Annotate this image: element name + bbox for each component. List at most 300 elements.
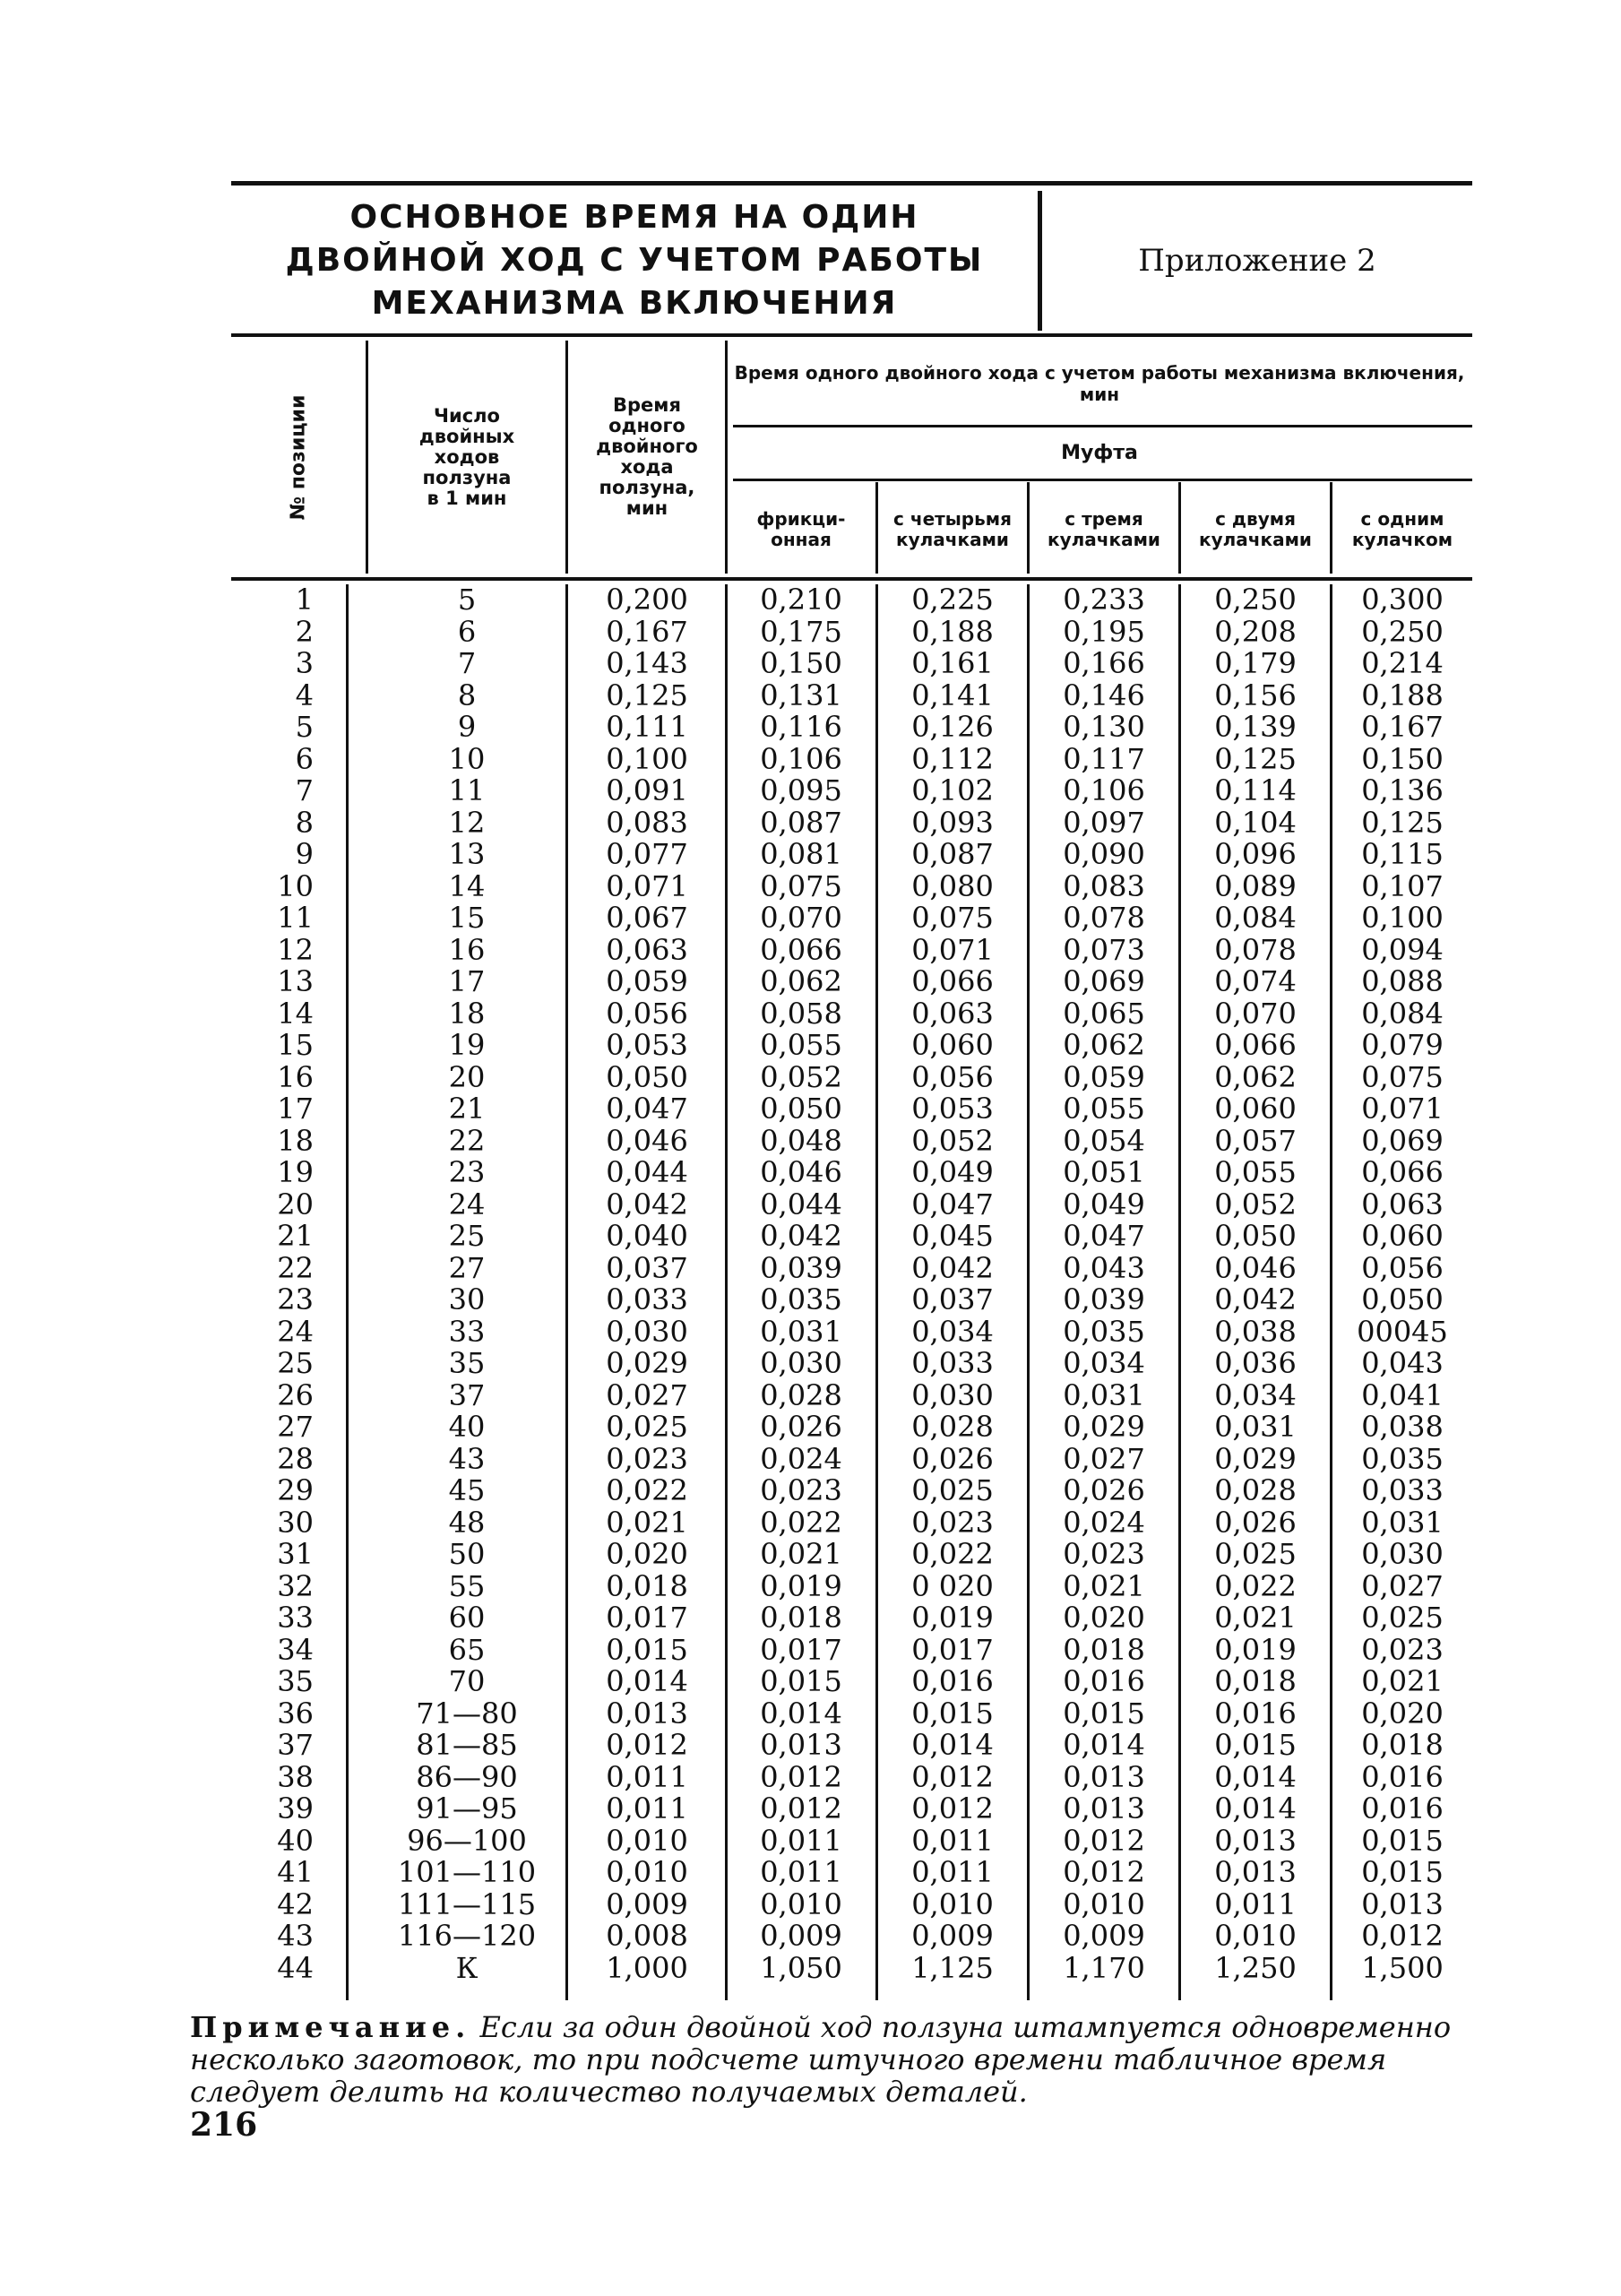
cell-strokes-per-min: 19: [448, 1028, 486, 1062]
cell-four-cams: 0,011: [911, 1823, 994, 1858]
cell-three-cams: 0,020: [1063, 1601, 1145, 1635]
cell-friction: 0,087: [760, 805, 842, 840]
cell-four-cams: 0,009: [911, 1919, 994, 1953]
cell-strokes-per-min: 35: [448, 1346, 486, 1380]
cell-one-cam: 0,038: [1361, 1410, 1444, 1444]
cell-stroke-time: 0,014: [606, 1664, 688, 1698]
cell-stroke-time: 0,077: [606, 837, 688, 871]
cell-three-cams: 0,062: [1063, 1028, 1145, 1062]
cell-two-cams: 0,050: [1214, 1219, 1297, 1253]
cell-four-cams: 0,010: [911, 1886, 994, 1921]
cell-friction: 0,044: [760, 1187, 842, 1221]
column-divider: [346, 584, 349, 2000]
cell-friction: 0,042: [760, 1219, 842, 1253]
cell-position: 31: [277, 1537, 314, 1571]
cell-four-cams: 0,033: [911, 1346, 994, 1380]
cell-three-cams: 0,021: [1063, 1568, 1145, 1603]
cell-three-cams: 0,130: [1063, 710, 1145, 744]
cell-friction: 0,039: [760, 1250, 842, 1285]
cell-three-cams: 0,051: [1063, 1155, 1145, 1189]
cell-friction: 0,009: [760, 1919, 842, 1953]
cell-one-cam: 0,015: [1361, 1823, 1444, 1858]
cell-two-cams: 0,016: [1214, 1696, 1297, 1731]
cell-stroke-time: 0,011: [606, 1791, 688, 1826]
cell-one-cam: 0,079: [1361, 1028, 1444, 1062]
cell-strokes-per-min: 91—95: [416, 1791, 518, 1826]
cell-four-cams: 0,037: [911, 1282, 994, 1316]
cell-stroke-time: 0,042: [606, 1187, 688, 1221]
cell-stroke-time: 0,009: [606, 1886, 688, 1921]
cell-friction: 0,017: [760, 1632, 842, 1667]
cell-strokes-per-min: 111—115: [397, 1886, 537, 1921]
cell-four-cams: 0,012: [911, 1759, 994, 1794]
header-rule: [733, 479, 1472, 481]
cell-position: 12: [277, 932, 314, 967]
cell-two-cams: 0,019: [1214, 1632, 1297, 1667]
header-two-cams: с двумя кулачками: [1199, 508, 1312, 550]
cell-position: 14: [277, 996, 314, 1031]
cell-two-cams: 0,125: [1214, 741, 1297, 776]
cell-one-cam: 0,125: [1361, 805, 1444, 840]
cell-one-cam: 0,150: [1361, 741, 1444, 776]
header-strokes-per-min: Число двойных ходов ползуна в 1 мин: [418, 404, 515, 509]
cell-position: 28: [277, 1441, 314, 1476]
cell-friction: 0,030: [760, 1346, 842, 1380]
column-stroke-time: [568, 584, 726, 1984]
cell-one-cam: 0,167: [1361, 710, 1444, 744]
cell-three-cams: 0,039: [1063, 1282, 1145, 1316]
cell-friction: 0,011: [760, 1823, 842, 1858]
cell-four-cams: 0,023: [911, 1505, 994, 1540]
cell-three-cams: 0,195: [1063, 614, 1145, 649]
cell-one-cam: 0,088: [1361, 964, 1444, 998]
cell-four-cams: 0,112: [911, 741, 994, 776]
cell-four-cams: 0,063: [911, 996, 994, 1031]
cell-four-cams: 1,125: [911, 1950, 994, 1985]
cell-strokes-per-min: 40: [448, 1410, 486, 1444]
cell-one-cam: 0,031: [1361, 1505, 1444, 1540]
cell-strokes-per-min: 50: [448, 1537, 486, 1571]
cell-strokes-per-min: 12: [448, 805, 486, 840]
cell-friction: 0,011: [760, 1855, 842, 1889]
cell-position: 9: [295, 837, 314, 871]
cell-three-cams: 0,015: [1063, 1696, 1145, 1731]
cell-strokes-per-min: К: [455, 1950, 479, 1985]
cell-friction: 0,062: [760, 964, 842, 998]
appendix-label: Приложение 2: [1138, 243, 1376, 279]
cell-position: 23: [277, 1282, 314, 1316]
cell-two-cams: 0,078: [1214, 932, 1297, 967]
cell-stroke-time: 0,059: [606, 964, 688, 998]
cell-position: 19: [277, 1155, 314, 1189]
cell-friction: 0,106: [760, 741, 842, 776]
cell-strokes-per-min: 9: [457, 710, 477, 744]
cell-one-cam: 0,041: [1361, 1377, 1444, 1412]
cell-three-cams: 0,065: [1063, 996, 1145, 1031]
cell-two-cams: 1,250: [1214, 1950, 1297, 1985]
cell-two-cams: 0,052: [1214, 1187, 1297, 1221]
cell-stroke-time: 1,000: [606, 1950, 688, 1985]
cell-friction: 0,058: [760, 996, 842, 1031]
cell-three-cams: 0,049: [1063, 1187, 1145, 1221]
cell-friction: 0,081: [760, 837, 842, 871]
cell-friction: 0,210: [760, 583, 842, 617]
cell-position: 1: [295, 583, 314, 617]
cell-four-cams: 0,025: [911, 1473, 994, 1507]
cell-three-cams: 0,069: [1063, 964, 1145, 998]
cell-four-cams: 0,028: [911, 1410, 994, 1444]
cell-stroke-time: 0,056: [606, 996, 688, 1031]
cell-strokes-per-min: 17: [448, 964, 486, 998]
cell-stroke-time: 0,125: [606, 678, 688, 712]
cell-three-cams: 0,106: [1063, 773, 1145, 807]
cell-position: 15: [277, 1028, 314, 1062]
cell-three-cams: 0,018: [1063, 1632, 1145, 1667]
cell-friction: 0,095: [760, 773, 842, 807]
cell-one-cam: 0,069: [1361, 1123, 1444, 1158]
cell-strokes-per-min: 55: [448, 1568, 486, 1603]
cell-one-cam: 00045: [1357, 1314, 1448, 1349]
cell-strokes-per-min: 37: [448, 1377, 486, 1412]
cell-three-cams: 0,024: [1063, 1505, 1145, 1540]
cell-stroke-time: 0,040: [606, 1219, 688, 1253]
cell-strokes-per-min: 48: [448, 1505, 486, 1540]
cell-three-cams: 0,146: [1063, 678, 1145, 712]
cell-position: 22: [277, 1250, 314, 1285]
cell-one-cam: 0,016: [1361, 1791, 1444, 1826]
cell-friction: 0,021: [760, 1537, 842, 1571]
cell-stroke-time: 0,167: [606, 614, 688, 649]
cell-one-cam: 0,100: [1361, 901, 1444, 935]
cell-four-cams: 0,161: [911, 646, 994, 680]
cell-four-cams: 0,071: [911, 932, 994, 967]
cell-friction: 0,052: [760, 1059, 842, 1094]
cell-friction: 0,022: [760, 1505, 842, 1540]
column-three-cams: [1030, 584, 1178, 1984]
cell-one-cam: 0,094: [1361, 932, 1444, 967]
cell-two-cams: 0,015: [1214, 1728, 1297, 1762]
cell-two-cams: 0,156: [1214, 678, 1297, 712]
cell-four-cams: 0,011: [911, 1855, 994, 1889]
cell-two-cams: 0,070: [1214, 996, 1297, 1031]
cell-position: 7: [295, 773, 314, 807]
cell-one-cam: 0,050: [1361, 1282, 1444, 1316]
cell-stroke-time: 0,047: [606, 1092, 688, 1126]
note-heading: Примечание.: [190, 2010, 471, 2044]
cell-stroke-time: 0,010: [606, 1823, 688, 1858]
cell-four-cams: 0,049: [911, 1155, 994, 1189]
column-friction: [727, 584, 875, 1984]
cell-stroke-time: 0,063: [606, 932, 688, 967]
table-header: [231, 333, 1472, 581]
cell-two-cams: 0,096: [1214, 837, 1297, 871]
cell-four-cams: 0,042: [911, 1250, 994, 1285]
cell-one-cam: 0,012: [1361, 1919, 1444, 1953]
cell-one-cam: 0,075: [1361, 1059, 1444, 1094]
cell-stroke-time: 0,037: [606, 1250, 688, 1285]
cell-stroke-time: 0,091: [606, 773, 688, 807]
cell-four-cams: 0,080: [911, 868, 994, 903]
cell-four-cams: 0,056: [911, 1059, 994, 1094]
cell-stroke-time: 0,044: [606, 1155, 688, 1189]
cell-position: 27: [277, 1410, 314, 1444]
cell-two-cams: 0,026: [1214, 1505, 1297, 1540]
cell-two-cams: 0,031: [1214, 1410, 1297, 1444]
cell-friction: 0,028: [760, 1377, 842, 1412]
header-clutch: Муфта: [1061, 441, 1138, 464]
cell-four-cams: 0,060: [911, 1028, 994, 1062]
table-title: [231, 198, 1038, 324]
cell-four-cams: 0,017: [911, 1632, 994, 1667]
cell-friction: 0,066: [760, 932, 842, 967]
cell-three-cams: 0,097: [1063, 805, 1145, 840]
header-four-cams: с четырьмя кулачками: [893, 508, 1012, 550]
cell-strokes-per-min: 86—90: [416, 1759, 518, 1794]
column-four-cams: [878, 584, 1027, 1984]
cell-strokes-per-min: 21: [448, 1092, 486, 1126]
cell-one-cam: 0,023: [1361, 1632, 1444, 1667]
cell-strokes-per-min: 71—80: [416, 1696, 518, 1731]
cell-four-cams: 0,188: [911, 614, 994, 649]
cell-position: 3: [295, 646, 314, 680]
cell-position: 38: [277, 1759, 314, 1794]
cell-four-cams: 0,087: [911, 837, 994, 871]
cell-strokes-per-min: 70: [448, 1664, 486, 1698]
cell-one-cam: 0,021: [1361, 1664, 1444, 1698]
cell-three-cams: 0,012: [1063, 1855, 1145, 1889]
cell-position: 40: [277, 1823, 314, 1858]
cell-two-cams: 0,250: [1214, 583, 1297, 617]
cell-position: 2: [295, 614, 314, 649]
note-text: Если за один двойной ход ползуна штампуется одновременно несколько заготовок, то при подсчете штучного времени табличное время следует делить на количество получаемых деталей.: [190, 2010, 1452, 2109]
cell-four-cams: 0,141: [911, 678, 994, 712]
cell-one-cam: 0,056: [1361, 1250, 1444, 1285]
cell-three-cams: 1,170: [1063, 1950, 1145, 1985]
cell-position: 11: [277, 901, 314, 935]
cell-four-cams: 0,016: [911, 1664, 994, 1698]
cell-position: 26: [277, 1377, 314, 1412]
cell-one-cam: 0,250: [1361, 614, 1444, 649]
cell-one-cam: 0,115: [1361, 837, 1444, 871]
cell-friction: 0,075: [760, 868, 842, 903]
cell-stroke-time: 0,013: [606, 1696, 688, 1731]
cell-stroke-time: 0,100: [606, 741, 688, 776]
title-line: ОСНОВНОЕ ВРЕМЯ НА ОДИН: [349, 199, 919, 236]
cell-strokes-per-min: 43: [448, 1441, 486, 1476]
cell-stroke-time: 0,023: [606, 1441, 688, 1476]
cell-strokes-per-min: 8: [457, 678, 477, 712]
cell-three-cams: 0,117: [1063, 741, 1145, 776]
cell-strokes-per-min: 7: [457, 646, 477, 680]
cell-friction: 0,018: [760, 1601, 842, 1635]
cell-position: 10: [277, 868, 314, 903]
cell-stroke-time: 0,011: [606, 1759, 688, 1794]
cell-two-cams: 0,084: [1214, 901, 1297, 935]
column-two-cams: [1181, 584, 1330, 1984]
cell-friction: 0,031: [760, 1314, 842, 1349]
cell-friction: 0,116: [760, 710, 842, 744]
cell-three-cams: 0,035: [1063, 1314, 1145, 1349]
cell-stroke-time: 0,025: [606, 1410, 688, 1444]
cell-strokes-per-min: 81—85: [416, 1728, 518, 1762]
page-number: 216: [190, 2106, 258, 2144]
cell-stroke-time: 0,111: [606, 710, 688, 744]
cell-stroke-time: 0,046: [606, 1123, 688, 1158]
cell-two-cams: 0,089: [1214, 868, 1297, 903]
cell-friction: 0,050: [760, 1092, 842, 1126]
cell-three-cams: 0,059: [1063, 1059, 1145, 1094]
cell-three-cams: 0,012: [1063, 1823, 1145, 1858]
cell-strokes-per-min: 65: [448, 1632, 486, 1667]
cell-three-cams: 0,013: [1063, 1791, 1145, 1826]
cell-friction: 0,048: [760, 1123, 842, 1158]
cell-four-cams: 0,026: [911, 1441, 994, 1476]
cell-two-cams: 0,025: [1214, 1537, 1297, 1571]
cell-friction: 0,046: [760, 1155, 842, 1189]
cell-position: 21: [277, 1219, 314, 1253]
cell-one-cam: 0,107: [1361, 868, 1444, 903]
cell-two-cams: 0,013: [1214, 1855, 1297, 1889]
cell-three-cams: 0,027: [1063, 1441, 1145, 1476]
cell-two-cams: 0,066: [1214, 1028, 1297, 1062]
cell-stroke-time: 0,020: [606, 1537, 688, 1571]
cell-friction: 0,150: [760, 646, 842, 680]
cell-four-cams: 0 020: [911, 1568, 994, 1603]
cell-four-cams: 0,014: [911, 1728, 994, 1762]
cell-two-cams: 0,055: [1214, 1155, 1297, 1189]
cell-stroke-time: 0,083: [606, 805, 688, 840]
column-strokes-per-min: [367, 584, 566, 1984]
cell-two-cams: 0,014: [1214, 1759, 1297, 1794]
cell-stroke-time: 0,030: [606, 1314, 688, 1349]
cell-four-cams: 0,066: [911, 964, 994, 998]
cell-position: 29: [277, 1473, 314, 1507]
column-position: [231, 584, 314, 1984]
cell-friction: 0,012: [760, 1759, 842, 1794]
cell-three-cams: 0,013: [1063, 1759, 1145, 1794]
cell-friction: 0,023: [760, 1473, 842, 1507]
cell-stroke-time: 0,027: [606, 1377, 688, 1412]
cell-two-cams: 0,034: [1214, 1377, 1297, 1412]
cell-three-cams: 0,073: [1063, 932, 1145, 967]
cell-stroke-time: 0,200: [606, 583, 688, 617]
cell-strokes-per-min: 6: [457, 614, 477, 649]
cell-four-cams: 0,052: [911, 1123, 994, 1158]
cell-position: 39: [277, 1791, 314, 1826]
cell-four-cams: 0,012: [911, 1791, 994, 1826]
cell-position: 30: [277, 1505, 314, 1540]
cell-two-cams: 0,057: [1214, 1123, 1297, 1158]
cell-strokes-per-min: 23: [448, 1155, 486, 1189]
cell-one-cam: 0,013: [1361, 1886, 1444, 1921]
header-three-cams: с тремя кулачками: [1048, 508, 1160, 550]
header-one-cam: с одним кулачком: [1351, 508, 1453, 550]
cell-position: 24: [277, 1314, 314, 1349]
cell-stroke-time: 0,050: [606, 1059, 688, 1094]
cell-friction: 0,175: [760, 614, 842, 649]
header-stroke-time: Время одного двойного хода ползуна, мин: [596, 394, 698, 519]
cell-stroke-time: 0,010: [606, 1855, 688, 1889]
cell-two-cams: 0,074: [1214, 964, 1297, 998]
cell-position: 20: [277, 1187, 314, 1221]
cell-strokes-per-min: 18: [448, 996, 486, 1031]
cell-four-cams: 0,126: [911, 710, 994, 744]
cell-three-cams: 0,009: [1063, 1919, 1145, 1953]
cell-three-cams: 0,014: [1063, 1728, 1145, 1762]
table-body: [231, 584, 1472, 2000]
cell-stroke-time: 0,017: [606, 1601, 688, 1635]
title-block: [231, 181, 1472, 334]
cell-friction: 0,012: [760, 1791, 842, 1826]
cell-one-cam: 0,016: [1361, 1759, 1444, 1794]
cell-three-cams: 0,090: [1063, 837, 1145, 871]
cell-position: 4: [295, 678, 314, 712]
header-group-time: Время одного двойного хода с учетом работы механизма включения, мин: [734, 362, 1465, 405]
cell-four-cams: 0,034: [911, 1314, 994, 1349]
cell-strokes-per-min: 20: [448, 1059, 486, 1094]
cell-three-cams: 0,055: [1063, 1092, 1145, 1126]
cell-one-cam: 0,066: [1361, 1155, 1444, 1189]
cell-position: 6: [295, 741, 314, 776]
cell-four-cams: 0,030: [911, 1377, 994, 1412]
cell-three-cams: 0,010: [1063, 1886, 1145, 1921]
cell-four-cams: 0,102: [911, 773, 994, 807]
cell-strokes-per-min: 5: [457, 583, 477, 617]
cell-position: 18: [277, 1123, 314, 1158]
header-friction: фрикци- онная: [756, 508, 846, 550]
cell-strokes-per-min: 15: [448, 901, 486, 935]
cell-four-cams: 0,093: [911, 805, 994, 840]
cell-stroke-time: 0,033: [606, 1282, 688, 1316]
cell-position: 33: [277, 1601, 314, 1635]
cell-one-cam: 0,015: [1361, 1855, 1444, 1889]
cell-four-cams: 0,053: [911, 1092, 994, 1126]
cell-stroke-time: 0,021: [606, 1505, 688, 1540]
cell-stroke-time: 0,143: [606, 646, 688, 680]
cell-friction: 0,015: [760, 1664, 842, 1698]
cell-stroke-time: 0,012: [606, 1728, 688, 1762]
cell-strokes-per-min: 13: [448, 837, 486, 871]
cell-position: 16: [277, 1059, 314, 1094]
cell-three-cams: 0,029: [1063, 1410, 1145, 1444]
cell-one-cam: 0,020: [1361, 1696, 1444, 1731]
cell-one-cam: 0,025: [1361, 1601, 1444, 1635]
cell-three-cams: 0,166: [1063, 646, 1145, 680]
cell-friction: 0,024: [760, 1441, 842, 1476]
cell-position: 8: [295, 805, 314, 840]
cell-one-cam: 0,063: [1361, 1187, 1444, 1221]
cell-stroke-time: 0,071: [606, 868, 688, 903]
cell-two-cams: 0,028: [1214, 1473, 1297, 1507]
cell-stroke-time: 0,018: [606, 1568, 688, 1603]
cell-position: 41: [277, 1855, 314, 1889]
cell-two-cams: 0,010: [1214, 1919, 1297, 1953]
cell-friction: 0,131: [760, 678, 842, 712]
cell-three-cams: 0,078: [1063, 901, 1145, 935]
cell-friction: 0,013: [760, 1728, 842, 1762]
column-one-cam: [1332, 584, 1472, 1984]
cell-four-cams: 0,019: [911, 1601, 994, 1635]
cell-four-cams: 0,022: [911, 1537, 994, 1571]
cell-strokes-per-min: 33: [448, 1314, 486, 1349]
cell-one-cam: 0,214: [1361, 646, 1444, 680]
cell-one-cam: 0,027: [1361, 1568, 1444, 1603]
cell-two-cams: 0,114: [1214, 773, 1297, 807]
title-line: ДВОЙНОЙ ХОД С УЧЕТОМ РАБОТЫ: [285, 242, 984, 279]
cell-one-cam: 0,188: [1361, 678, 1444, 712]
cell-friction: 0,010: [760, 1886, 842, 1921]
cell-stroke-time: 0,053: [606, 1028, 688, 1062]
